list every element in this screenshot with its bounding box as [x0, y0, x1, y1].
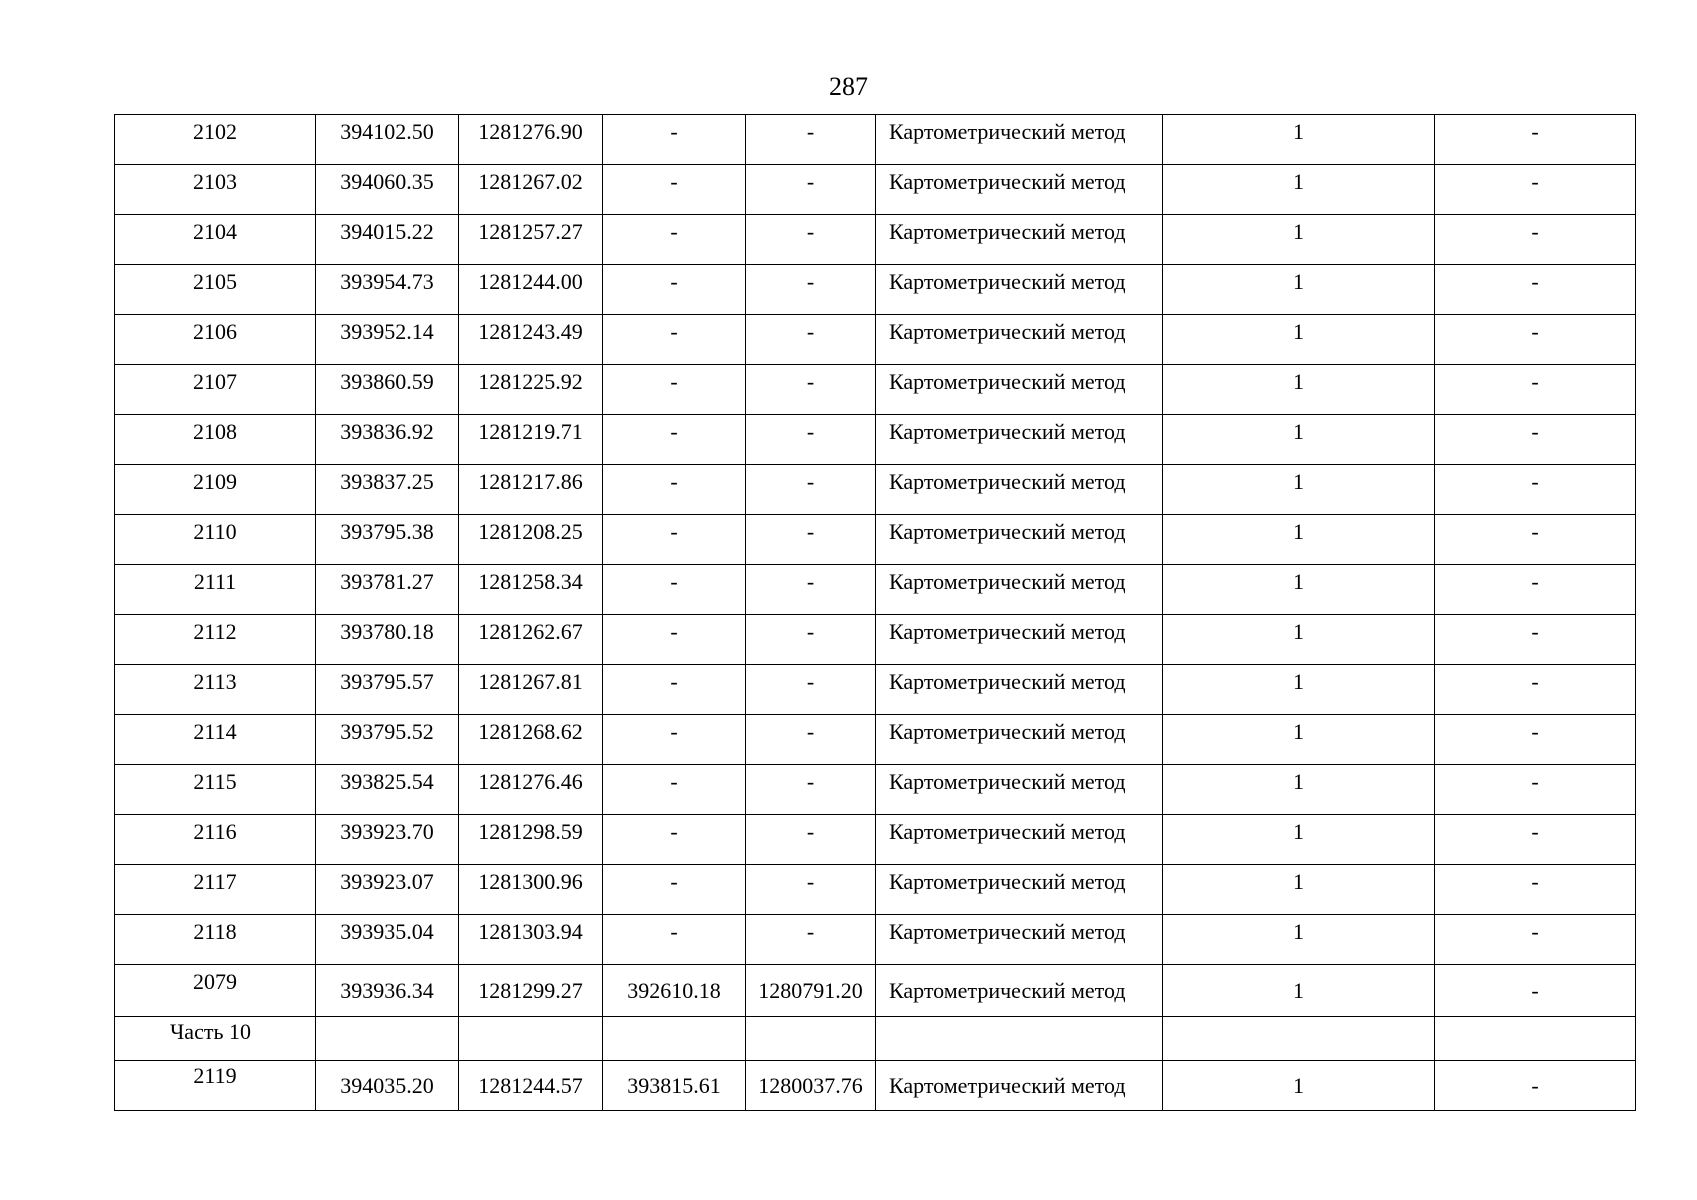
table-row — [115, 765, 1636, 815]
table-row — [115, 715, 1636, 765]
cell-y-old: - — [746, 265, 876, 315]
cell-y: 1281217.86 — [459, 465, 603, 515]
cell-x-old: - — [603, 215, 746, 265]
table-body — [115, 115, 1636, 1111]
cell-x-old: - — [603, 665, 746, 715]
cell-accuracy: 1 — [1163, 565, 1435, 615]
cell-x: 393952.14 — [316, 315, 459, 365]
cell-note: - — [1435, 815, 1636, 865]
cell-y: 1281268.62 — [459, 715, 603, 765]
cell-note: - — [1435, 515, 1636, 565]
cell-accuracy: 1 — [1163, 965, 1435, 1017]
cell-method: Картометрический метод — [876, 465, 1163, 515]
cell-point: 2110 — [115, 515, 316, 565]
table-row — [115, 815, 1636, 865]
cell-y-old: - — [746, 465, 876, 515]
cell-accuracy: 1 — [1163, 865, 1435, 915]
cell-y-old: - — [746, 865, 876, 915]
cell-x: 393837.25 — [316, 465, 459, 515]
cell-y: 1281267.02 — [459, 165, 603, 215]
cell-x-old: - — [603, 615, 746, 665]
empty-cell — [459, 1017, 603, 1061]
cell-point: 2116 — [115, 815, 316, 865]
cell-y-old: - — [746, 615, 876, 665]
cell-accuracy: 1 — [1163, 615, 1435, 665]
cell-point: 2117 — [115, 865, 316, 915]
table-row — [115, 1061, 1636, 1111]
cell-accuracy: 1 — [1163, 765, 1435, 815]
cell-point: 2079 — [115, 965, 316, 1017]
table-row — [115, 415, 1636, 465]
cell-point: 2114 — [115, 715, 316, 765]
cell-accuracy: 1 — [1163, 715, 1435, 765]
cell-note: - — [1435, 465, 1636, 515]
cell-y: 1281208.25 — [459, 515, 603, 565]
cell-y-old: - — [746, 565, 876, 615]
cell-y: 1281219.71 — [459, 415, 603, 465]
cell-y: 1281258.34 — [459, 565, 603, 615]
cell-x: 394035.20 — [316, 1061, 459, 1111]
cell-x: 393935.04 — [316, 915, 459, 965]
cell-method: Картометрический метод — [876, 665, 1163, 715]
cell-method: Картометрический метод — [876, 915, 1163, 965]
cell-x-old: - — [603, 165, 746, 215]
table-row — [115, 915, 1636, 965]
table-row — [115, 315, 1636, 365]
cell-y: 1281243.49 — [459, 315, 603, 365]
cell-method: Картометрический метод — [876, 165, 1163, 215]
cell-accuracy: 1 — [1163, 915, 1435, 965]
cell-note: - — [1435, 865, 1636, 915]
cell-note: - — [1435, 165, 1636, 215]
cell-method: Картометрический метод — [876, 315, 1163, 365]
cell-x-old: - — [603, 915, 746, 965]
table-row — [115, 165, 1636, 215]
cell-accuracy: 1 — [1163, 165, 1435, 215]
cell-note: - — [1435, 365, 1636, 415]
cell-x-old: - — [603, 815, 746, 865]
cell-x: 393795.38 — [316, 515, 459, 565]
cell-point: 2115 — [115, 765, 316, 815]
cell-note: - — [1435, 415, 1636, 465]
table-row — [115, 615, 1636, 665]
page-number: 287 — [829, 72, 868, 101]
cell-method: Картометрический метод — [876, 515, 1163, 565]
cell-y: 1281299.27 — [459, 965, 603, 1017]
cell-method: Картометрический метод — [876, 715, 1163, 765]
cell-point: 2112 — [115, 615, 316, 665]
table-row — [115, 215, 1636, 265]
cell-y-old: - — [746, 715, 876, 765]
cell-y: 1281262.67 — [459, 615, 603, 665]
cell-y: 1281298.59 — [459, 815, 603, 865]
cell-y-old: - — [746, 415, 876, 465]
cell-note: - — [1435, 665, 1636, 715]
cell-x: 393954.73 — [316, 265, 459, 315]
cell-x-old: - — [603, 465, 746, 515]
cell-x-old: - — [603, 865, 746, 915]
cell-x: 393923.70 — [316, 815, 459, 865]
cell-point: 2106 — [115, 315, 316, 365]
cell-y: 1281257.27 — [459, 215, 603, 265]
cell-x: 394060.35 — [316, 165, 459, 215]
cell-x-old: - — [603, 115, 746, 165]
cell-y-old: - — [746, 915, 876, 965]
cell-accuracy: 1 — [1163, 815, 1435, 865]
cell-y-old: 1280037.76 — [746, 1061, 876, 1111]
cell-y-old: - — [746, 315, 876, 365]
cell-accuracy: 1 — [1163, 115, 1435, 165]
cell-accuracy: 1 — [1163, 365, 1435, 415]
cell-y: 1281225.92 — [459, 365, 603, 415]
cell-note: - — [1435, 565, 1636, 615]
cell-method: Картометрический метод — [876, 865, 1163, 915]
empty-cell — [876, 1017, 1163, 1061]
empty-cell — [1435, 1017, 1636, 1061]
cell-y: 1281300.96 — [459, 865, 603, 915]
cell-note: - — [1435, 215, 1636, 265]
table-row — [115, 965, 1636, 1017]
cell-note: - — [1435, 315, 1636, 365]
cell-point: 2108 — [115, 415, 316, 465]
cell-x-old: 392610.18 — [603, 965, 746, 1017]
cell-y-old: - — [746, 815, 876, 865]
cell-x-old: - — [603, 515, 746, 565]
cell-accuracy: 1 — [1163, 215, 1435, 265]
table-row — [115, 665, 1636, 715]
cell-x-old: - — [603, 365, 746, 415]
cell-x: 394102.50 — [316, 115, 459, 165]
cell-y-old: 1280791.20 — [746, 965, 876, 1017]
table-row — [115, 365, 1636, 415]
cell-method: Картометрический метод — [876, 215, 1163, 265]
cell-point: 2105 — [115, 265, 316, 315]
cell-y: 1281303.94 — [459, 915, 603, 965]
cell-accuracy: 1 — [1163, 465, 1435, 515]
cell-point: 2102 — [115, 115, 316, 165]
cell-method: Картометрический метод — [876, 365, 1163, 415]
table-row — [115, 865, 1636, 915]
cell-y-old: - — [746, 365, 876, 415]
cell-x: 393923.07 — [316, 865, 459, 915]
cell-note: - — [1435, 915, 1636, 965]
cell-accuracy: 1 — [1163, 265, 1435, 315]
cell-method: Картометрический метод — [876, 1061, 1163, 1111]
cell-point: 2113 — [115, 665, 316, 715]
cell-method: Картометрический метод — [876, 415, 1163, 465]
cell-x: 393825.54 — [316, 765, 459, 815]
cell-y-old: - — [746, 165, 876, 215]
cell-method: Картометрический метод — [876, 265, 1163, 315]
cell-accuracy: 1 — [1163, 1061, 1435, 1111]
cell-accuracy: 1 — [1163, 515, 1435, 565]
cell-x: 393781.27 — [316, 565, 459, 615]
cell-method: Картометрический метод — [876, 965, 1163, 1017]
empty-cell — [603, 1017, 746, 1061]
cell-x-old: - — [603, 765, 746, 815]
table-row — [115, 515, 1636, 565]
cell-x: 393795.52 — [316, 715, 459, 765]
cell-point: 2103 — [115, 165, 316, 215]
cell-method: Картометрический метод — [876, 565, 1163, 615]
cell-method: Картометрический метод — [876, 115, 1163, 165]
cell-x-old: - — [603, 265, 746, 315]
cell-note: - — [1435, 1061, 1636, 1111]
cell-y: 1281244.00 — [459, 265, 603, 315]
cell-note: - — [1435, 615, 1636, 665]
cell-method: Картометрический метод — [876, 765, 1163, 815]
part-header-row — [115, 1017, 1636, 1061]
cell-method: Картометрический метод — [876, 615, 1163, 665]
cell-y: 1281244.57 — [459, 1061, 603, 1111]
coordinates-table — [114, 114, 1636, 1111]
cell-y: 1281267.81 — [459, 665, 603, 715]
cell-x: 393836.92 — [316, 415, 459, 465]
table-row — [115, 115, 1636, 165]
cell-point: 2118 — [115, 915, 316, 965]
table-row — [115, 565, 1636, 615]
cell-y-old: - — [746, 115, 876, 165]
cell-y: 1281276.46 — [459, 765, 603, 815]
cell-x: 393780.18 — [316, 615, 459, 665]
cell-point: 2111 — [115, 565, 316, 615]
cell-x-old: - — [603, 315, 746, 365]
cell-x-old: 393815.61 — [603, 1061, 746, 1111]
cell-y-old: - — [746, 765, 876, 815]
cell-accuracy: 1 — [1163, 315, 1435, 365]
cell-accuracy: 1 — [1163, 415, 1435, 465]
cell-x: 393860.59 — [316, 365, 459, 415]
cell-y-old: - — [746, 515, 876, 565]
empty-cell — [1163, 1017, 1435, 1061]
cell-x-old: - — [603, 565, 746, 615]
cell-y-old: - — [746, 665, 876, 715]
table-row — [115, 465, 1636, 515]
table-row — [115, 265, 1636, 315]
cell-note: - — [1435, 265, 1636, 315]
cell-accuracy: 1 — [1163, 665, 1435, 715]
cell-point: 2119 — [115, 1061, 316, 1111]
cell-x: 394015.22 — [316, 215, 459, 265]
cell-point: 2109 — [115, 465, 316, 515]
cell-y: 1281276.90 — [459, 115, 603, 165]
cell-note: - — [1435, 765, 1636, 815]
cell-note: - — [1435, 965, 1636, 1017]
cell-note: - — [1435, 115, 1636, 165]
part-label: Часть 10 — [115, 1017, 316, 1061]
cell-note: - — [1435, 715, 1636, 765]
cell-x-old: - — [603, 415, 746, 465]
cell-x: 393936.34 — [316, 965, 459, 1017]
empty-cell — [316, 1017, 459, 1061]
cell-point: 2107 — [115, 365, 316, 415]
cell-x: 393795.57 — [316, 665, 459, 715]
empty-cell — [746, 1017, 876, 1061]
cell-y-old: - — [746, 215, 876, 265]
cell-point: 2104 — [115, 215, 316, 265]
cell-method: Картометрический метод — [876, 815, 1163, 865]
cell-x-old: - — [603, 715, 746, 765]
